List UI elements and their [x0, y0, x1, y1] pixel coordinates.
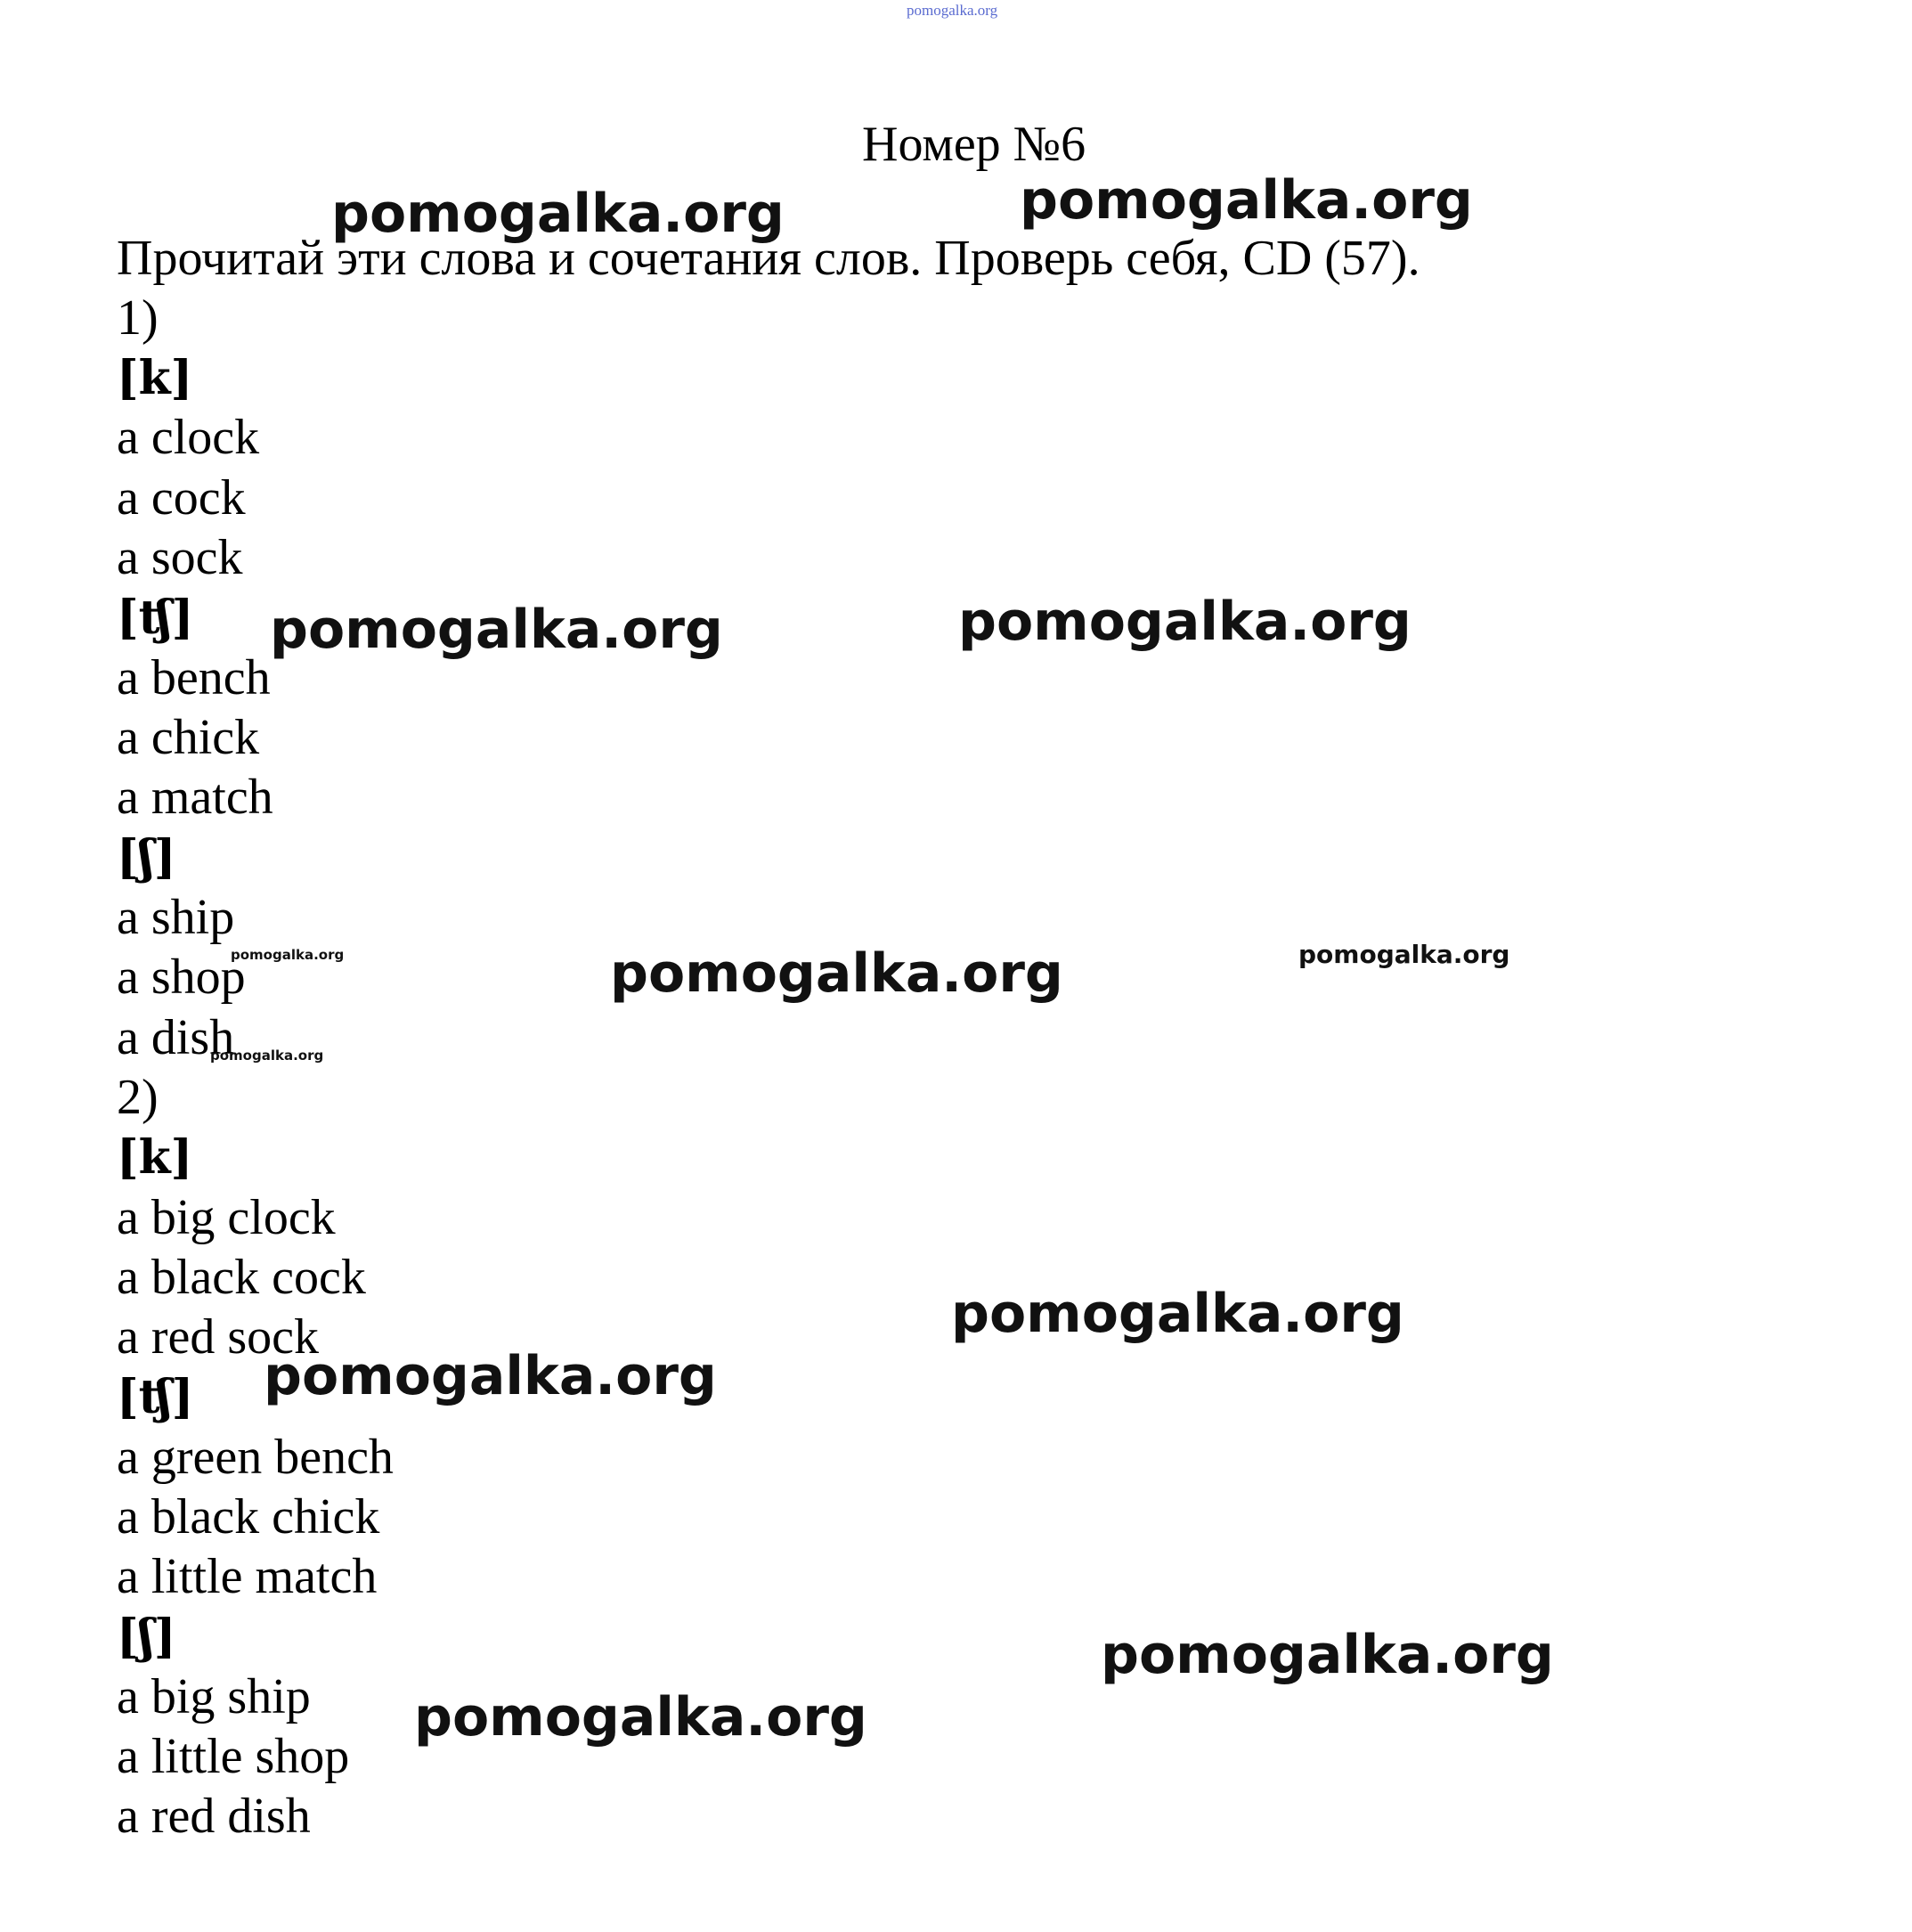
- part2-sound-k: [k]: [117, 1130, 193, 1185]
- watermark: pomogalka.org: [958, 591, 1412, 653]
- watermark: pomogalka.org: [1020, 169, 1473, 232]
- part2-label: 2): [117, 1070, 159, 1125]
- instruction-text: Прочитай эти слова и сочетания слов. Проверь себя, CD (57).: [117, 231, 1420, 286]
- part1-sound-ch: [ʧ]: [117, 591, 194, 645]
- part1-sound-sh: [ʃ]: [117, 830, 176, 884]
- part2-word: a little match: [117, 1549, 378, 1604]
- watermark: pomogalka.org: [231, 947, 345, 963]
- part2-word: a green bench: [117, 1430, 394, 1485]
- part2-word: a big clock: [117, 1190, 336, 1245]
- part2-word: a red dish: [117, 1789, 311, 1844]
- part1-label: 1): [117, 290, 159, 346]
- watermark: pomogalka.org: [264, 1345, 717, 1407]
- watermark: pomogalka.org: [270, 599, 723, 661]
- watermark: pomogalka.org: [414, 1686, 867, 1749]
- part2-sound-sh: [ʃ]: [117, 1610, 176, 1664]
- part1-word: a sock: [117, 530, 243, 585]
- watermark: pomogalka.org: [210, 1048, 324, 1064]
- part2-word: a big ship: [117, 1669, 311, 1724]
- part1-word: a clock: [117, 410, 260, 465]
- watermark: pomogalka.org: [331, 183, 785, 245]
- part1-word: a shop: [117, 950, 246, 1005]
- part2-word: a black cock: [117, 1250, 366, 1305]
- part2-sound-ch: [ʧ]: [117, 1370, 194, 1424]
- part1-word: a match: [117, 770, 273, 825]
- watermark: pomogalka.org: [951, 1283, 1404, 1345]
- watermark: pomogalka.org: [610, 942, 1063, 1005]
- part1-word: a ship: [117, 890, 235, 945]
- part2-word: a little shop: [117, 1729, 350, 1784]
- part1-sound-k: [k]: [117, 351, 193, 405]
- watermark: pomogalka.org: [1298, 940, 1510, 969]
- part2-word: a black chick: [117, 1489, 380, 1545]
- watermark: pomogalka.org: [1101, 1624, 1554, 1686]
- part1-word: a chick: [117, 710, 260, 765]
- part1-word: a bench: [117, 650, 271, 705]
- part2-word: a red sock: [117, 1309, 320, 1365]
- top-site-mark: pomogalka.org: [907, 2, 998, 19]
- part1-word: a dish: [117, 1010, 235, 1065]
- page-title: Номер №6: [862, 117, 1086, 172]
- part1-word: a cock: [117, 470, 246, 526]
